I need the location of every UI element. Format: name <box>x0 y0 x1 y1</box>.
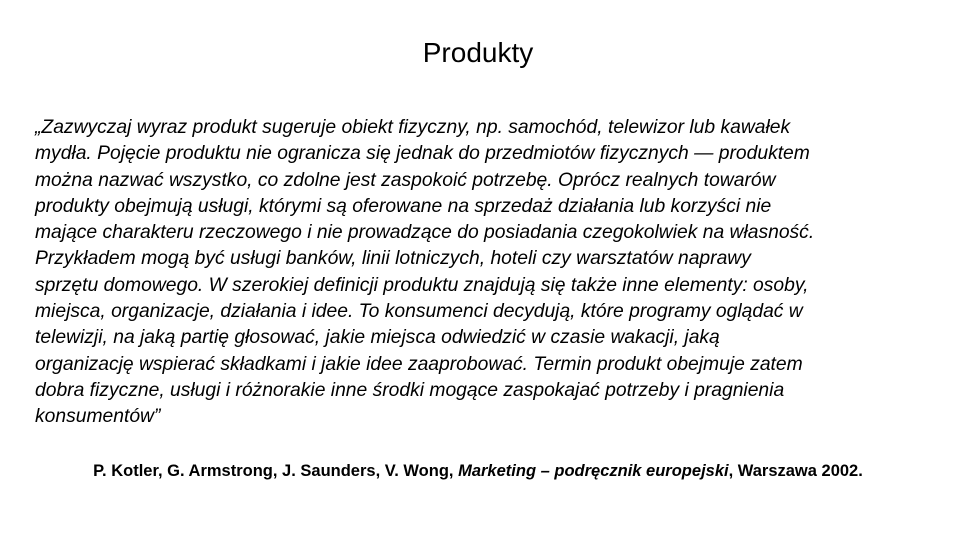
citation <box>0 458 956 484</box>
quote-line: mydła. Pojęcie produktu nie ogranicza się jednak do przedmiotów fizycznych — produktem <box>35 143 810 165</box>
slide-title: Produkty <box>422 37 534 68</box>
quote-line: Przykładem mogą być usługi banków, linii lotniczych, hoteli czy warsztatów naprawy <box>35 248 751 270</box>
quote-line: organizację wspierać składkami i jakie idee zaaprobować. Termin produkt obejmuje zatem <box>35 353 803 375</box>
quote-line: „Zazwyczaj wyraz produkt sugeruje obiekt fizyczny, np. samochód, telewizor lub kawałek <box>35 117 791 138</box>
quote-line: konsumentów” <box>35 406 161 428</box>
citation-authors: P. Kotler, G. Armstrong, J. Saunders, V. Wong, <box>93 462 459 480</box>
quote-line: dobra fizyczne, usługi i różnorakie inne środki mogące zaspokajać potrzeby i pragnienia <box>35 379 785 401</box>
quote-line: mające charakteru rzeczowego i nie prowadzące do posiadania czegokolwiek na własność. <box>35 222 815 244</box>
quote-line: produkty obejmują usługi, którymi są oferowane na sprzedaż działania lub korzyści nie <box>35 195 772 217</box>
citation-publication: , Warszawa 2002. <box>728 462 863 480</box>
quote-line: telewizji, na jaką partię głosować, jakie miejsca odwiedzić w czasie wakacji, jaką <box>35 327 720 349</box>
quote-line: można nazwać wszystko, co zdolne jest zaspokoić potrzebę. Oprócz realnych towarów <box>35 169 776 191</box>
quote-body <box>35 115 935 431</box>
citation-book-title: Marketing – podręcznik europejski <box>458 462 729 480</box>
quote-line: sprzętu domowego. W szerokiej definicji produktu znajdują się także inne elementy: osoby, <box>35 274 809 296</box>
quote-line: miejsca, organizacje, działania i idee. To konsumenci decydują, które programy oglądać w <box>35 301 803 323</box>
